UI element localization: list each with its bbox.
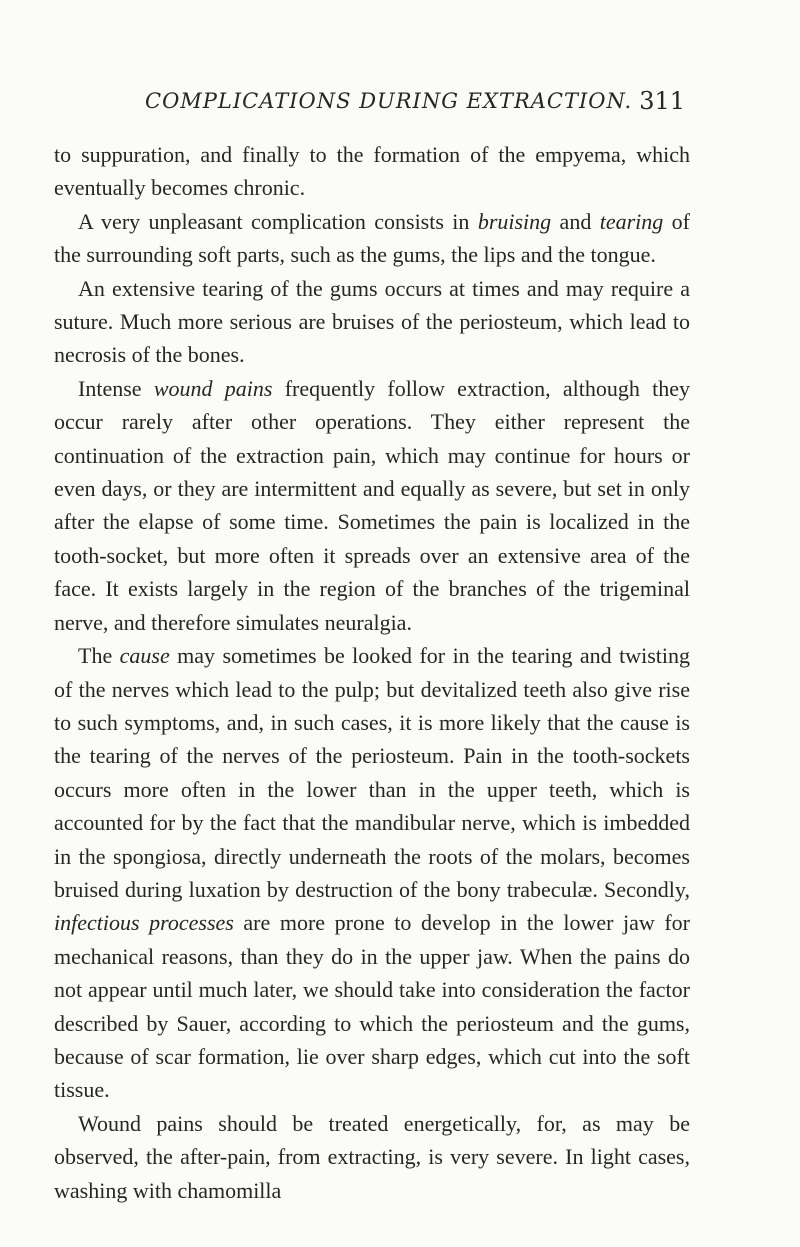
emphasis-term: wound pains [153, 375, 273, 401]
paragraph-empyema [54, 138, 690, 205]
emphasis-term: bruising [477, 208, 552, 234]
paragraph-text: of the surrounding soft parts, such as the gums, the lips and the tongue. [54, 208, 690, 268]
paragraph-bruising-tearing [54, 205, 690, 272]
paragraph-text: to suppuration, and finally to the formation of the empyema, which eventually becomes chronic. [54, 142, 690, 201]
paragraph-text: Intense [78, 375, 154, 401]
body-text [54, 138, 690, 1207]
paragraph-text: are more prone to develop in the lower jaw for mechanical reasons, than they do in the upper jaw. When the pains do not appear until much later, we should take into consideration the factor described by Sauer, according to which the periosteum and the gums, because of scar formation, lie over sharp edges, which cut into the soft tissue. [54, 910, 690, 1103]
paragraph-text: A very unpleasant complication consists in [78, 208, 478, 234]
paragraph-text: An extensive tearing of the gums occurs at times and may require a suture. Much more serious are bruises of the periosteum, which lead to necrosis of the bones. [54, 275, 690, 368]
emphasis-term: tearing [599, 208, 664, 234]
emphasis-term: cause [119, 643, 170, 669]
paragraph-wound-pains [54, 372, 690, 639]
paragraph-text: may sometimes be looked for in the tearing and twisting of the nerves which lead to the pulp; but devitalized teeth also give rise to such symptoms, and, in such cases, it is more likely that the cause is the tearing of the nerves of the periosteum. Pain in the tooth-sockets occurs more often in the lower than in the upper teeth, which is accounted for by the fact that the mandibular nerve, which is imbedded in the spongiosa, directly underneath the roots of the molars, becomes bruised during luxation by destruction of the bony trabeculæ. Secondly, [54, 643, 691, 902]
paragraph-text: and [551, 208, 600, 234]
paragraph-cause [54, 639, 690, 1107]
running-header [145, 84, 685, 118]
page-number: 311 [639, 87, 685, 115]
paragraph-treatment [54, 1107, 690, 1207]
running-title: COMPLICATIONS DURING EXTRACTION. [145, 89, 633, 113]
paragraph-text: frequently follow extraction, although they occur rarely after other operations. They either represent the continuation of the extraction pain, which may continue for hours or even days, or they are intermittent and equally as severe, but set in only after the elapse of some time. Sometimes the pain is localized in the tooth-socket, but more often it spreads over an extensive area of the face. It exists largely in the region of the branches of the trigeminal nerve, and therefore simulates neuralgia. [54, 375, 690, 635]
paragraph-text: The [78, 643, 120, 669]
emphasis-term: infectious processes [54, 910, 234, 936]
paragraph-gum-tearing [54, 272, 690, 372]
paragraph-text: Wound pains should be treated energetically, for, as may be observed, the after-pain, from extracting, is very severe. In light cases, washing with chamomilla [54, 1110, 690, 1203]
